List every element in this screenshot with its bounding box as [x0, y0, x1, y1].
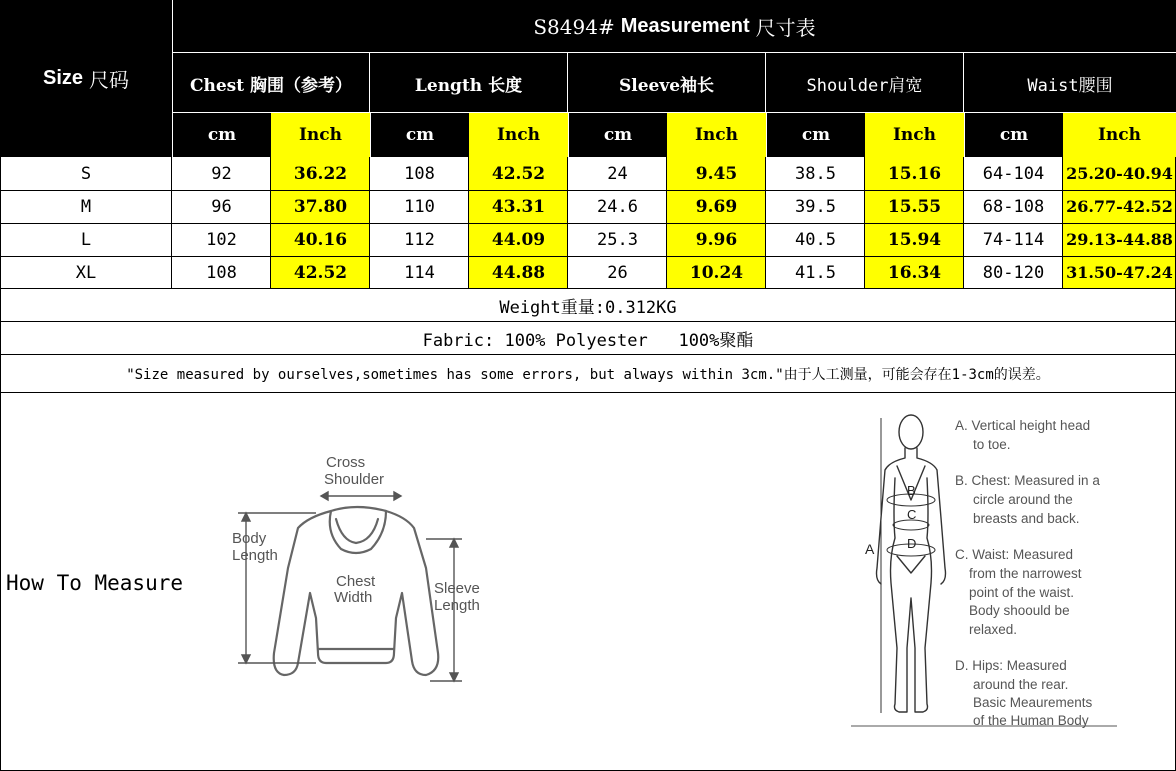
sleeve-inch-cell: 9.69	[695, 196, 738, 217]
note-d-line-1: D. Hips: Measured	[955, 658, 1067, 673]
body-label-a: A	[865, 541, 875, 557]
shoulder-inch-cell: 16.34	[887, 262, 942, 283]
sleeve-cm-cell: 26	[607, 262, 628, 283]
shoulder-cm-cell: 38.5	[795, 163, 836, 184]
chest-cm-cell: 102	[206, 229, 237, 250]
group-sleeve: Sleeve袖长	[568, 53, 766, 113]
waist-cm-cell: 64-104	[982, 163, 1045, 184]
chest-inch-cell: 40.16	[293, 229, 348, 250]
chest-label: Chest	[336, 573, 376, 590]
cross-label: Cross	[326, 454, 366, 471]
waist-inch-cell: 26.77-42.52	[1066, 197, 1173, 216]
title-bar	[172, 0, 1176, 53]
body-label-d: D	[907, 536, 917, 551]
table-row	[0, 157, 1176, 190]
sleeve-inch-cell: 9.45	[695, 163, 738, 184]
shoulder-inch-cell: 15.55	[887, 196, 942, 217]
waist-cm-cell: 74-114	[982, 229, 1045, 250]
note-d-line-2: around the rear.	[973, 677, 1069, 692]
note-d-line-3: Basic Meaurements	[973, 695, 1093, 710]
chest-cm-cell: 96	[211, 196, 232, 217]
sleeve-inch-cell: 10.24	[689, 262, 744, 283]
length-inch-cell: 43.31	[491, 196, 546, 217]
chest-inch-cell: 37.80	[293, 196, 348, 217]
note-c-line-1: C. Waist: Measured	[955, 547, 1074, 562]
size-cell: M	[80, 196, 92, 217]
sleeve-label: Sleeve	[434, 580, 480, 597]
waist-inch-cell: 25.20-40.94	[1066, 164, 1173, 183]
length-cm-cell: 108	[404, 163, 435, 184]
body-label: Body	[232, 530, 267, 547]
note-b-line-2: circle around the	[973, 492, 1073, 507]
size-cell: XL	[75, 262, 97, 283]
sleeve-cm-cell: 24.6	[597, 196, 638, 217]
chest-inch-cell: 42.52	[293, 262, 348, 283]
unit-cm: cm	[370, 113, 469, 157]
note-a-line-2: to toe.	[973, 437, 1011, 452]
waist-cm-cell: 68-108	[982, 196, 1045, 217]
unit-inch: Inch	[865, 113, 964, 157]
data-table	[0, 157, 1176, 289]
shoulder-cm-cell: 41.5	[795, 262, 836, 283]
sleeve-length-label: Length	[434, 597, 480, 614]
length-inch-cell: 42.52	[491, 163, 546, 184]
note-c-line-2: from the narrowest	[969, 566, 1082, 581]
size-header-cell	[0, 0, 172, 157]
size-cell: L	[80, 229, 92, 250]
length-inch-cell: 44.09	[491, 229, 546, 250]
note-b-line-3: breasts and back.	[973, 511, 1080, 526]
body-label-b: B	[907, 483, 916, 498]
shoulder-label: Shoulder	[324, 471, 385, 488]
shoulder-cm-cell: 40.5	[795, 229, 836, 250]
group-shoulder: Shoulder肩宽	[766, 53, 964, 113]
unit-cm: cm	[964, 113, 1063, 157]
size-header-en: Size	[42, 67, 84, 89]
chest-cm-cell: 92	[211, 163, 232, 184]
group-chest: Chest 胸围（参考）	[172, 53, 370, 113]
unit-inch: Inch	[1063, 113, 1176, 157]
note-c-line-5: relaxed.	[969, 622, 1018, 637]
group-headers	[172, 53, 1176, 113]
note-a-line-1: A. Vertical height head	[955, 418, 1091, 433]
unit-row	[172, 113, 1176, 157]
length-cm-cell: 110	[404, 196, 435, 217]
body-length-label: Length	[232, 547, 278, 564]
sleeve-inch-cell: 9.96	[695, 229, 738, 250]
body-diagram	[851, 408, 1121, 738]
unit-inch: Inch	[667, 113, 766, 157]
length-inch-cell: 44.88	[491, 262, 546, 283]
title-cn: 尺寸表	[755, 16, 816, 40]
note-row: "Size measured by ourselves,sometimes has some errors, but always within 3cm."由于人工测量，可能会存在1-3cm的误差。	[0, 355, 1176, 393]
shoulder-inch-cell: 15.94	[887, 229, 942, 250]
note-c-line-3: point of the waist.	[969, 585, 1075, 600]
waist-inch-cell: 29.13-44.88	[1066, 230, 1173, 249]
table-row	[0, 256, 1176, 289]
group-waist: Waist腰围	[1027, 75, 1113, 96]
sleeve-cm-cell: 25.3	[597, 229, 638, 250]
unit-cm: cm	[766, 113, 865, 157]
note-d-line-4: of the Human Body	[973, 713, 1089, 728]
chest-cm-cell: 108	[206, 262, 237, 283]
unit-inch: Inch	[271, 113, 370, 157]
shoulder-cm-cell: 39.5	[795, 196, 836, 217]
chest-width-label: Width	[334, 589, 373, 606]
fabric-row: Fabric: 100% Polyester 100%聚酯	[0, 322, 1176, 355]
table-row	[0, 223, 1176, 256]
note-c-line-4: Body shoould be	[969, 603, 1070, 618]
length-cm-cell: 112	[404, 229, 435, 250]
how-to-measure-panel	[0, 393, 1176, 771]
unit-inch: Inch	[469, 113, 568, 157]
unit-cm: cm	[172, 113, 271, 157]
waist-inch-cell: 31.50-47.24	[1066, 263, 1173, 282]
title-code: S8494#	[533, 14, 615, 39]
chest-inch-cell: 36.22	[293, 163, 348, 184]
group-length: Length 长度	[370, 53, 568, 113]
title-word: Measurement	[620, 15, 750, 37]
unit-cm: cm	[568, 113, 667, 157]
table-row	[0, 190, 1176, 223]
shoulder-inch-cell: 15.16	[887, 163, 942, 184]
size-cell: S	[80, 163, 92, 184]
sleeve-cm-cell: 24	[607, 163, 628, 184]
size-header-cn: 尺码	[89, 68, 130, 92]
waist-cm-cell: 80-120	[982, 262, 1045, 283]
length-cm-cell: 114	[404, 262, 435, 283]
body-label-c: C	[907, 507, 917, 522]
how-to-title: How To Measure	[6, 571, 184, 595]
weight-row: Weight重量:0.312KG	[0, 289, 1176, 322]
note-b-line-1: B. Chest: Measured in a	[955, 473, 1100, 488]
sweater-diagram	[226, 453, 496, 693]
